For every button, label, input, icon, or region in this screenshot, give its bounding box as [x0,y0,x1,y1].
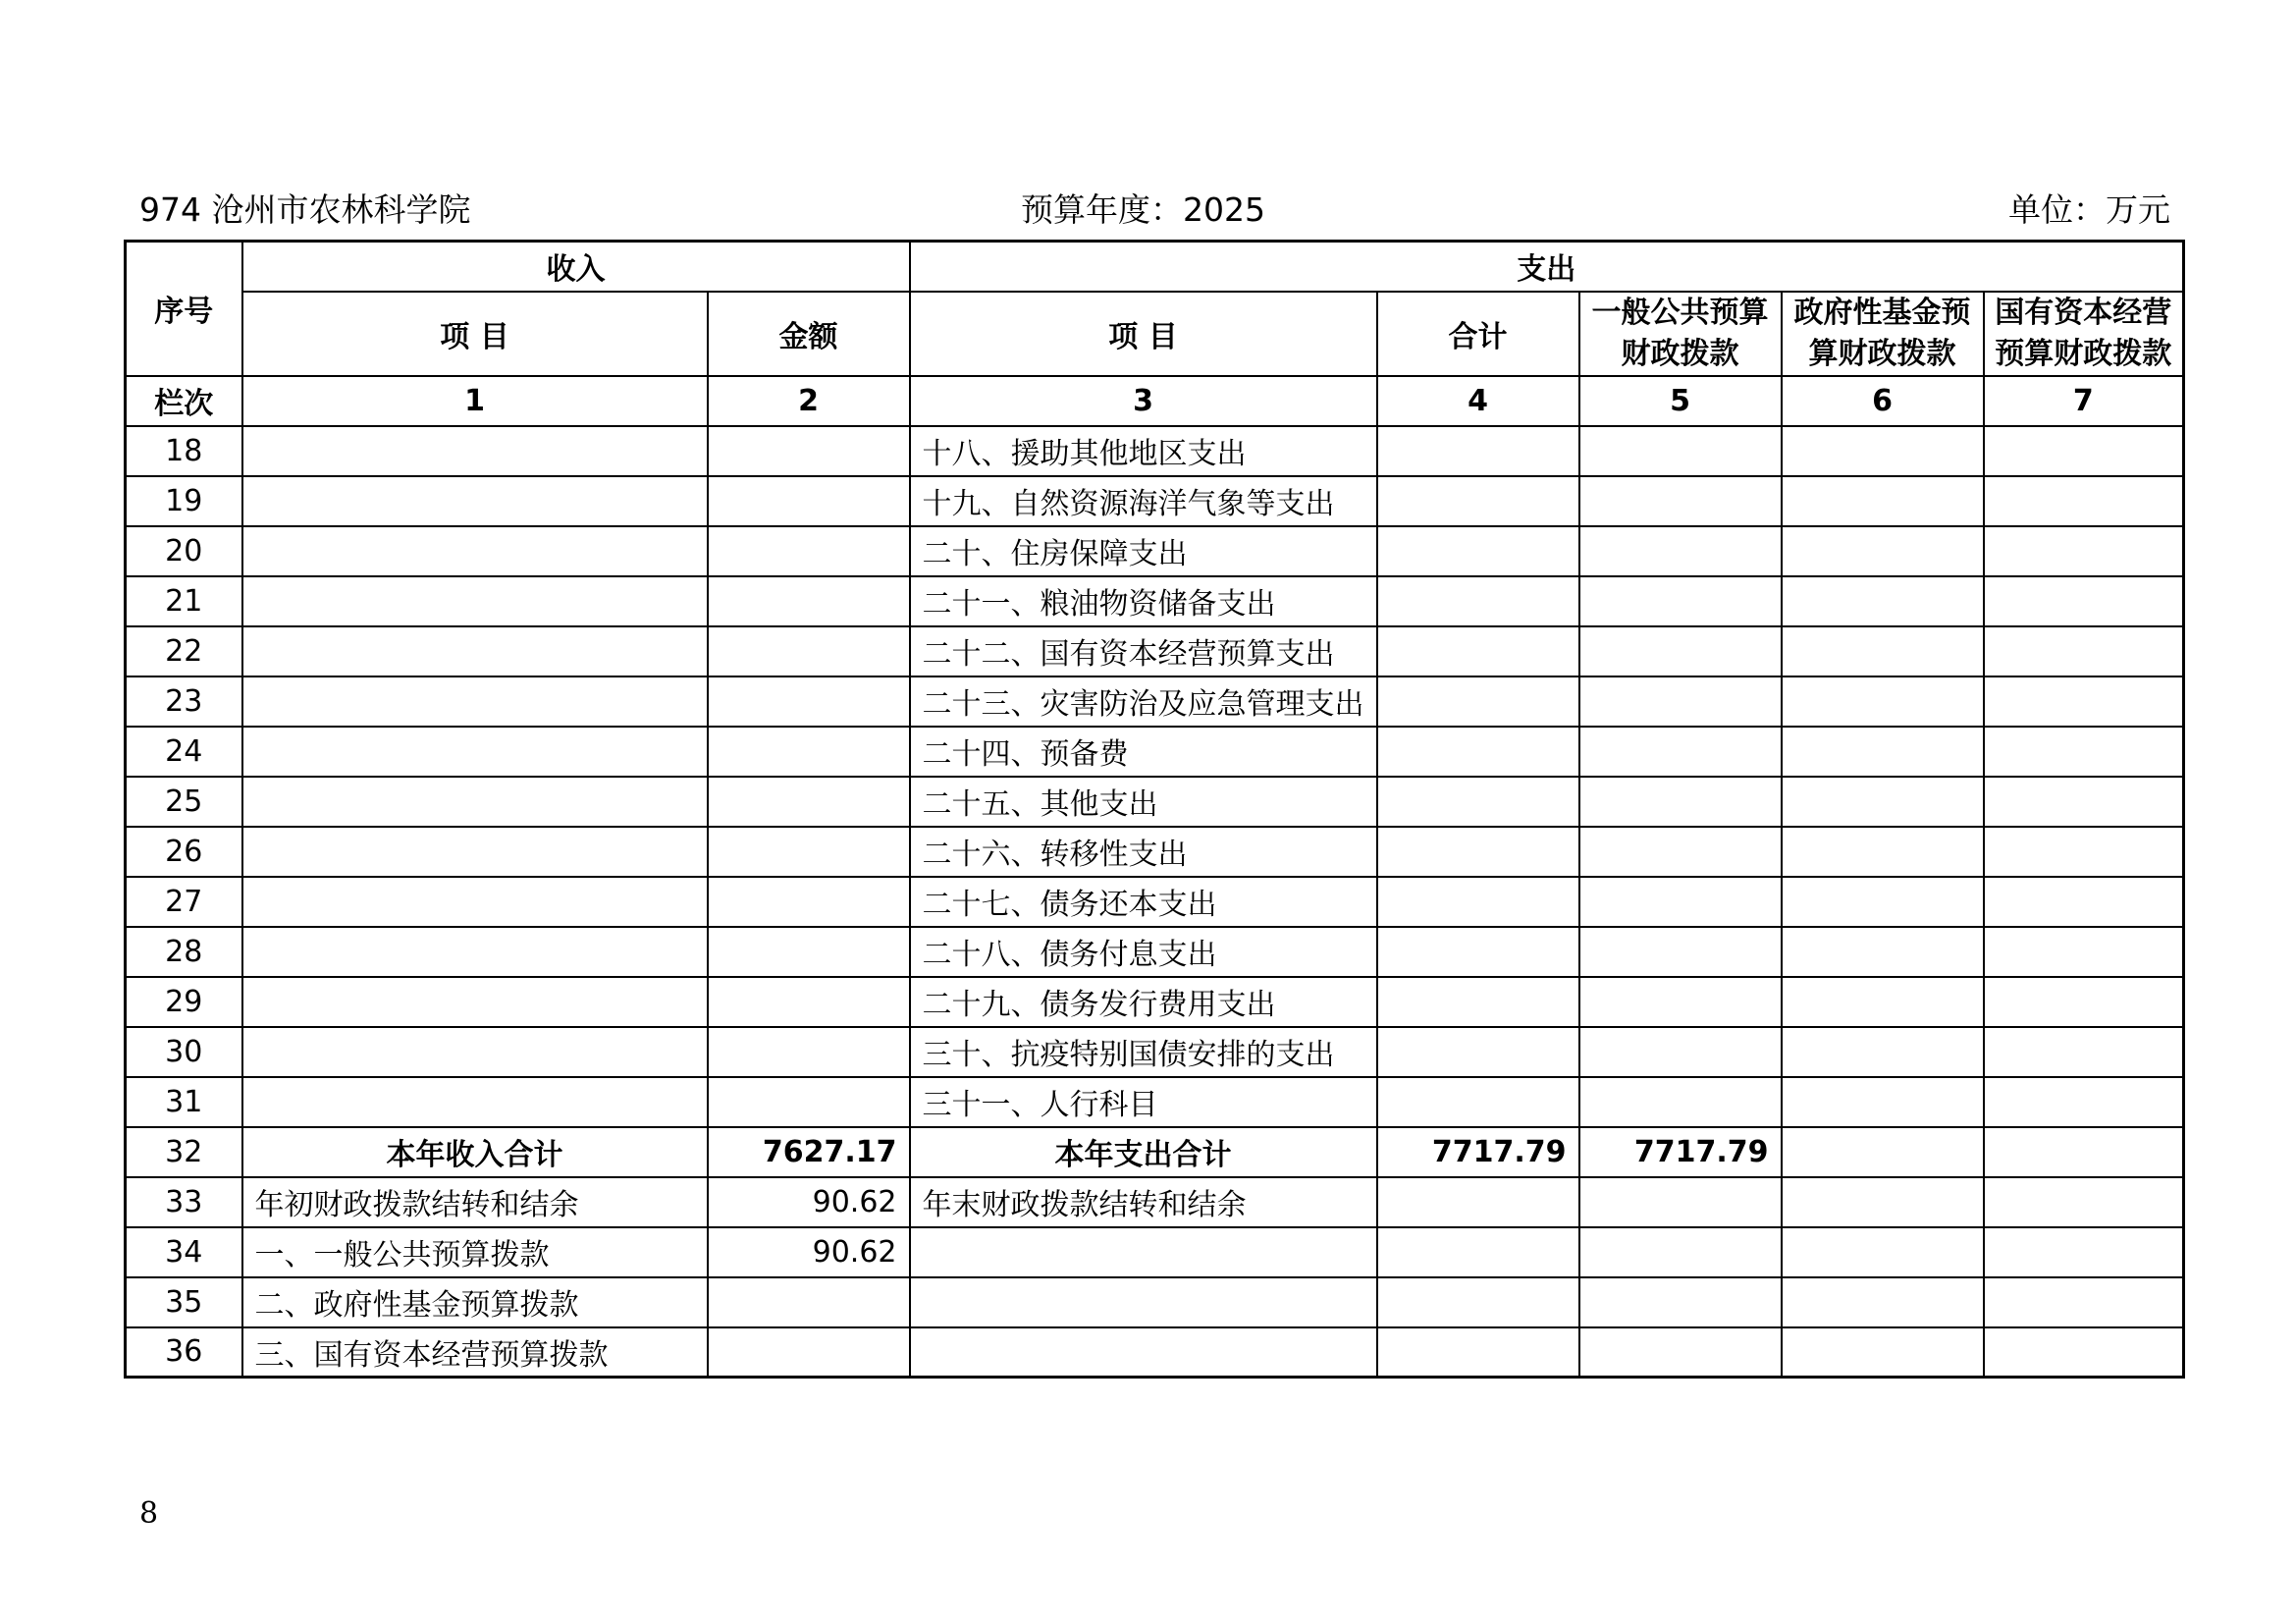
table-row [126,827,2184,877]
column-index: 1 [242,376,708,426]
general-budget-cell [1579,576,1782,626]
income-amount-cell [708,1027,910,1077]
income-group-header: 收入 [242,242,910,292]
gov-fund-header: 政府性基金预算财政拨款 [1782,292,1984,376]
expense-item-cell [910,1227,1377,1277]
expense-item-cell: 十八、援助其他地区支出 [910,426,1377,476]
income-item-cell: 三、国有资本经营预算拨款 [242,1327,708,1378]
column-index: 7 [1984,376,2184,426]
expense-item-cell: 二十八、债务付息支出 [910,927,1377,977]
seq-cell: 18 [126,426,242,476]
general-budget-cell [1579,1027,1782,1077]
income-amount-cell [708,626,910,676]
general-budget-cell [1579,1227,1782,1277]
income-item-cell [242,426,708,476]
total-cell [1377,1177,1579,1227]
table-row [126,676,2184,727]
income-amount-cell [708,1327,910,1378]
total-cell [1377,1327,1579,1378]
expense-item-cell [910,1327,1377,1378]
seq-cell: 21 [126,576,242,626]
general-budget-cell [1579,727,1782,777]
income-item-cell [242,827,708,877]
total-cell [1377,777,1579,827]
gov-fund-cell [1782,676,1984,727]
state-capital-cell [1984,1027,2184,1077]
total-cell [1377,1077,1579,1127]
total-cell [1377,1027,1579,1077]
income-amount-cell [708,1077,910,1127]
income-amount-cell: 90.62 [708,1177,910,1227]
seq-header: 序号 [126,242,242,376]
state-capital-cell [1984,526,2184,576]
general-budget-cell: 7717.79 [1579,1127,1782,1177]
state-capital-header: 国有资本经营预算财政拨款 [1984,292,2184,376]
seq-cell: 25 [126,777,242,827]
income-item-cell: 本年收入合计 [242,1127,708,1177]
state-capital-cell [1984,1277,2184,1327]
expense-item-cell [910,1277,1377,1327]
seq-cell: 20 [126,526,242,576]
income-amount-cell [708,576,910,626]
table-row [126,1027,2184,1077]
income-item-cell [242,676,708,727]
total-cell [1377,827,1579,877]
state-capital-cell [1984,1227,2184,1277]
column-index: 2 [708,376,910,426]
income-amount-cell [708,676,910,727]
seq-cell: 24 [126,727,242,777]
table-row [126,526,2184,576]
seq-cell: 19 [126,476,242,526]
seq-cell: 23 [126,676,242,727]
income-item-cell [242,1077,708,1127]
expense-item-cell: 二十六、转移性支出 [910,827,1377,877]
group-header-row [126,242,2184,292]
income-amount-cell [708,1277,910,1327]
total-cell [1377,727,1579,777]
gov-fund-cell [1782,476,1984,526]
general-budget-cell [1579,927,1782,977]
gov-fund-cell [1782,977,1984,1027]
state-capital-cell [1984,927,2184,977]
seq-cell: 28 [126,927,242,977]
state-capital-cell [1984,777,2184,827]
income-item-cell: 一、一般公共预算拨款 [242,1227,708,1277]
income-amount-cell [708,927,910,977]
state-capital-cell [1984,676,2184,727]
gov-fund-cell [1782,727,1984,777]
income-amount-cell [708,476,910,526]
total-cell [1377,877,1579,927]
expense-item-cell: 十九、自然资源海洋气象等支出 [910,476,1377,526]
gov-fund-cell [1782,426,1984,476]
income-item-cell [242,576,708,626]
general-budget-cell [1579,1277,1782,1327]
column-index-row [126,376,2184,426]
expense-group-header: 支出 [910,242,2184,292]
total-cell [1377,576,1579,626]
income-item-cell [242,777,708,827]
gov-fund-cell [1782,1177,1984,1227]
expense-item-cell: 三十、抗疫特别国债安排的支出 [910,1027,1377,1077]
seq-cell: 29 [126,977,242,1027]
state-capital-cell [1984,1177,2184,1227]
general-budget-header: 一般公共预算财政拨款 [1579,292,1782,376]
state-capital-cell [1984,1077,2184,1127]
state-capital-cell [1984,576,2184,626]
state-capital-cell [1984,827,2184,877]
state-capital-cell [1984,626,2184,676]
income-amount-cell [708,977,910,1027]
expense-item-cell: 本年支出合计 [910,1127,1377,1177]
page-number: 8 [139,1496,159,1531]
gov-fund-cell [1782,1077,1984,1127]
income-item-cell [242,927,708,977]
table-row [126,1077,2184,1127]
total-cell [1377,426,1579,476]
total-cell: 7717.79 [1377,1127,1579,1177]
gov-fund-cell [1782,777,1984,827]
gov-fund-cell [1782,877,1984,927]
gov-fund-cell [1782,827,1984,877]
currency-unit: 单位：万元 [2008,190,2170,229]
budget-year: 预算年度：2025 [1021,190,1265,229]
expense-item-cell: 二十四、预备费 [910,727,1377,777]
expense-item-cell: 二十九、债务发行费用支出 [910,977,1377,1027]
income-item-cell [242,626,708,676]
income-item-cell [242,877,708,927]
total-cell [1377,1277,1579,1327]
table-row [126,927,2184,977]
total-cell [1377,626,1579,676]
expense-item-header: 项 目 [910,292,1377,376]
state-capital-cell [1984,977,2184,1027]
gov-fund-cell [1782,1127,1984,1177]
table-row [126,877,2184,927]
table-row [126,1227,2184,1277]
table-row [126,727,2184,777]
gov-fund-cell [1782,1327,1984,1378]
total-cell [1377,676,1579,727]
income-item-cell [242,727,708,777]
gov-fund-cell [1782,927,1984,977]
gov-fund-cell [1782,576,1984,626]
table-row [126,476,2184,526]
income-amount-cell [708,777,910,827]
unit-name: 974 沧州市农林科学院 [139,190,471,229]
seq-cell: 27 [126,877,242,927]
general-budget-cell [1579,676,1782,727]
total-cell [1377,476,1579,526]
seq-cell: 22 [126,626,242,676]
general-budget-cell [1579,977,1782,1027]
gov-fund-cell [1782,1027,1984,1077]
state-capital-cell [1984,1327,2184,1378]
total-header: 合计 [1377,292,1579,376]
gov-fund-cell [1782,526,1984,576]
column-index: 3 [910,376,1377,426]
income-item-cell [242,526,708,576]
general-budget-cell [1579,526,1782,576]
income-amount-cell [708,827,910,877]
expense-item-cell: 二十五、其他支出 [910,777,1377,827]
state-capital-cell [1984,727,2184,777]
table-row [126,777,2184,827]
general-budget-cell [1579,1177,1782,1227]
seq-cell: 30 [126,1027,242,1077]
table-row [126,1327,2184,1378]
seq-cell: 31 [126,1077,242,1127]
state-capital-cell [1984,476,2184,526]
column-index: 6 [1782,376,1984,426]
gov-fund-cell [1782,626,1984,676]
gov-fund-cell [1782,1227,1984,1277]
income-item-cell: 年初财政拨款结转和结余 [242,1177,708,1227]
table-row [126,626,2184,676]
general-budget-cell [1579,777,1782,827]
general-budget-cell [1579,626,1782,676]
total-cell [1377,977,1579,1027]
column-index: 5 [1579,376,1782,426]
total-cell [1377,927,1579,977]
expense-item-cell: 年末财政拨款结转和结余 [910,1177,1377,1227]
seq-cell: 33 [126,1177,242,1227]
seq-cell: 26 [126,827,242,877]
income-item-cell: 二、政府性基金预算拨款 [242,1277,708,1327]
income-item-header: 项 目 [242,292,708,376]
total-cell [1377,526,1579,576]
state-capital-cell [1984,426,2184,476]
table-row [126,426,2184,476]
seq-cell: 34 [126,1227,242,1277]
expense-item-cell: 二十、住房保障支出 [910,526,1377,576]
income-item-cell [242,476,708,526]
total-cell [1377,1227,1579,1277]
general-budget-cell [1579,1327,1782,1378]
column-header-row [126,292,2184,376]
seq-cell: 36 [126,1327,242,1378]
table-row [126,977,2184,1027]
income-amount-cell: 90.62 [708,1227,910,1277]
general-budget-cell [1579,476,1782,526]
table-row [126,1277,2184,1327]
general-budget-cell [1579,1077,1782,1127]
seq-cell: 35 [126,1277,242,1327]
income-amount-cell [708,526,910,576]
expense-item-cell: 二十七、债务还本支出 [910,877,1377,927]
column-index-label: 栏次 [126,376,242,426]
expense-item-cell: 二十一、粮油物资储备支出 [910,576,1377,626]
column-index: 4 [1377,376,1579,426]
state-capital-cell [1984,1127,2184,1177]
income-amount-cell: 7627.17 [708,1127,910,1177]
table-row [126,1127,2184,1177]
income-amount-cell [708,426,910,476]
table-row [126,576,2184,626]
general-budget-cell [1579,877,1782,927]
general-budget-cell [1579,426,1782,476]
budget-table [124,240,2185,1379]
expense-item-cell: 二十二、国有资本经营预算支出 [910,626,1377,676]
expense-item-cell: 三十一、人行科目 [910,1077,1377,1127]
income-item-cell [242,1027,708,1077]
seq-cell: 32 [126,1127,242,1177]
income-amount-cell [708,877,910,927]
table-row [126,1177,2184,1227]
state-capital-cell [1984,877,2184,927]
gov-fund-cell [1782,1277,1984,1327]
income-amount-cell [708,727,910,777]
general-budget-cell [1579,827,1782,877]
income-item-cell [242,977,708,1027]
expense-item-cell: 二十三、灾害防治及应急管理支出 [910,676,1377,727]
income-amount-header: 金额 [708,292,910,376]
